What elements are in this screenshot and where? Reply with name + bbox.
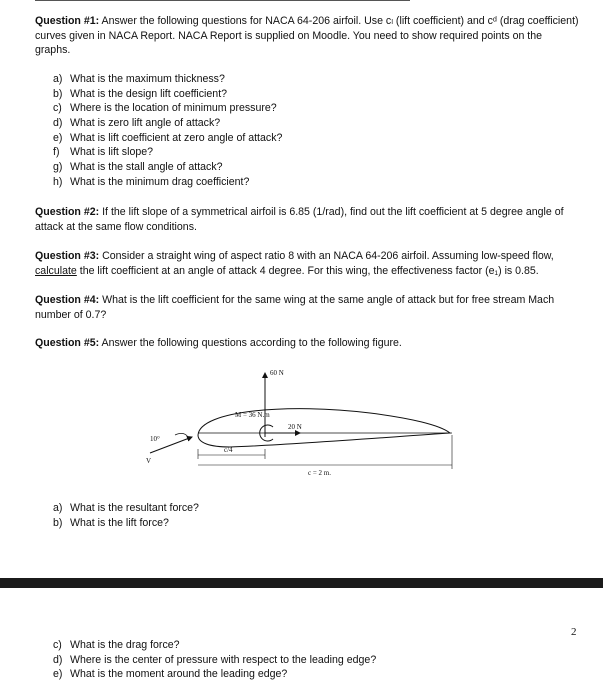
question-3-label: Question #3: (35, 250, 100, 262)
question-3-text: Question #3: Consider a straight wing of aspect ratio 8 with an NACA 64-206 airfoil. Assuming low-speed flow, calculate the lift coefficient at an angle of attack 4 degree. For this wing, the effectiveness factor (e₁) is 0.85. (35, 250, 554, 277)
list-item: b) What is the design lift coefficient? (53, 87, 228, 100)
list-item: d) Where is the center of pressure with respect to the leading edge? (53, 653, 377, 666)
force-up-label: 60 N (270, 369, 284, 377)
question-4-label: Question #4: (35, 294, 100, 306)
list-item: d) What is zero lift angle of attack? (53, 117, 221, 130)
list-item: b) What is the lift force? (53, 516, 169, 529)
chord-label: c = 2 m. (308, 469, 331, 477)
angle-label: 10° (150, 435, 160, 443)
question-1-body: Answer the following questions for NACA 64-206 airfoil. Use cₗ (lift coefficient) and cᵈ (drag coefficient) curves given in NACA Report. NACA Report is supplied on Moodle. You need to show required points on the graphs. (35, 15, 579, 57)
list-item: e) What is lift coefficient at zero angle of attack? (53, 131, 283, 144)
airfoil-diagram (140, 365, 470, 480)
question-5-label: Question #5: (35, 337, 100, 349)
question-5-list (53, 501, 199, 530)
question-1-text (35, 14, 580, 58)
list-item: c) What is the drag force? (53, 639, 180, 651)
question-2-text: Question #2: If the lift slope of a symmetrical airfoil is 6.85 (1/rad), find out the lift coefficient at 5 degree angle of attack at the same flow conditions. (35, 206, 564, 233)
question-5-text: Question #5: Answer the following questions according to the following figure. (35, 337, 402, 349)
moment-label: M = 36 N.m (235, 411, 270, 419)
list-item: c) Where is the location of minimum pressure? (53, 102, 277, 115)
question-4-text: Question #4: What is the lift coefficient for the same wing at the same angle of attack but for free stream Mach number of 0.7? (35, 294, 555, 321)
page-number: 2 (571, 626, 577, 638)
question-5-list-continued (53, 638, 376, 682)
list-item: f) What is lift slope? (53, 146, 154, 159)
list-item: a) What is the resultant force? (53, 502, 199, 514)
quarter-chord-label: c/4 (224, 446, 233, 454)
question-1-list (53, 72, 282, 190)
list-item: e) What is the moment around the leading edge? (53, 668, 288, 681)
force-right-label: 20 N (288, 423, 302, 431)
angle-arc (175, 433, 188, 437)
question-2-label: Question #2: (35, 206, 100, 218)
question-1-label: Question #1: (35, 15, 100, 27)
list-item: a) What is the maximum thickness? (53, 73, 225, 85)
page-break-bar (0, 578, 603, 588)
top-rule (35, 0, 410, 1)
list-item: g) What is the stall angle of attack? (53, 161, 223, 174)
list-item: h) What is the minimum drag coefficient? (53, 175, 250, 188)
velocity-label: V (146, 457, 152, 465)
